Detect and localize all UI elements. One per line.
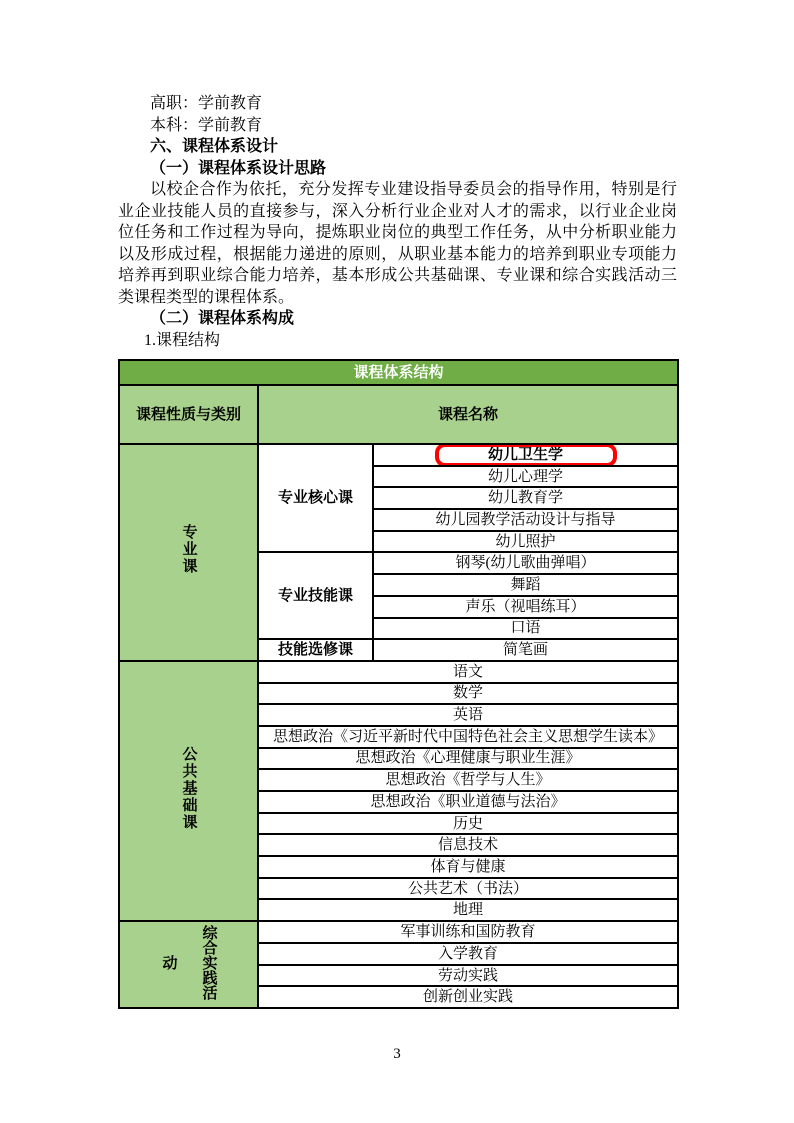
course-cell: 英语 — [258, 704, 678, 726]
course-cell: 信息技术 — [258, 834, 678, 856]
course-cell: 思想政治《职业道德与法治》 — [258, 791, 678, 813]
item-course-structure: 1.课程结构 — [144, 331, 221, 349]
category-cell-major-courses — [119, 444, 258, 661]
page-number: 3 — [393, 1046, 401, 1062]
course-cell: 幼儿照护 — [373, 531, 678, 553]
course-cell: 幼儿教育学 — [373, 487, 678, 509]
course-cell: 体育与健康 — [258, 856, 678, 878]
category-cell-public-basic-courses — [119, 661, 258, 921]
category-label: 专业课 — [180, 524, 197, 576]
course-cell: 历史 — [258, 813, 678, 835]
course-cell: 舞蹈 — [373, 574, 678, 596]
course-cell: 幼儿心理学 — [373, 466, 678, 488]
course-cell: 思想政治《习近平新时代中国特色社会主义思想学生读本》 — [258, 726, 678, 748]
category-label: 公共基础课 — [180, 746, 197, 831]
course-cell: 钢琴(幼儿歌曲弹唱） — [373, 552, 678, 574]
course-cell: 口语 — [373, 618, 678, 640]
course-cell: 思想政治《哲学与人生》 — [258, 769, 678, 791]
course-cell: 幼儿园教学活动设计与指导 — [373, 509, 678, 531]
course-cell: 入学教育 — [258, 943, 678, 965]
document-content — [118, 93, 677, 1009]
course-cell: 创新创业实践 — [258, 986, 678, 1008]
table-title: 课程体系结构 — [119, 360, 678, 385]
course-cell: 军事训练和国防教育 — [258, 921, 678, 943]
heading-six: 六、课程体系设计 — [150, 138, 279, 155]
course-cell: 简笔画 — [373, 639, 678, 661]
course-label: 幼儿卫生学 — [487, 446, 563, 463]
group-cell-core-courses: 专业核心课 — [258, 444, 373, 552]
category-cell-comprehensive-practice — [119, 921, 258, 1008]
design-paragraph: 以校企合作为依托，充分发挥专业建设指导委员会的指导作用，特别是行业企业技能人员的直接参与，深入分析行业企业对人才的需求，以行业企业岗位任务和工作过程为导向，提炼职业岗位的典型工作任务，从中分析职业能力以及形成过程，根据能力递进的原则，从职业基本能力的培养到职业专项能力培养再到职业综合能力培养，基本形成公共基础课、专业课和综合实践活动三类课程类型的课程体系。 — [118, 181, 677, 306]
column-header-category: 课程性质与类别 — [119, 385, 258, 444]
line-gaozhi: 高职：学前教育 — [150, 95, 263, 112]
course-cell: 地理 — [258, 899, 678, 921]
course-cell: 数学 — [258, 683, 678, 705]
group-cell-skill-courses: 专业技能课 — [258, 552, 373, 639]
course-cell-highlighted — [373, 444, 678, 466]
course-cell: 劳动实践 — [258, 965, 678, 987]
line-benke: 本科：学前教育 — [150, 116, 263, 134]
heading-six-two: （二）课程体系构成 — [150, 310, 295, 327]
course-cell: 思想政治《心理健康与职业生涯》 — [258, 748, 678, 770]
column-header-course-name: 课程名称 — [258, 385, 678, 444]
course-structure-table — [118, 359, 679, 1009]
course-cell: 语文 — [258, 661, 678, 683]
course-cell: 声乐（视唱练耳） — [373, 596, 678, 618]
course-cell: 公共艺术（书法） — [258, 878, 678, 900]
heading-six-one: （一）课程体系设计思路 — [150, 159, 327, 177]
group-cell-elective-courses: 技能选修课 — [258, 639, 373, 661]
category-label: 综合实践活动 — [160, 924, 217, 1000]
